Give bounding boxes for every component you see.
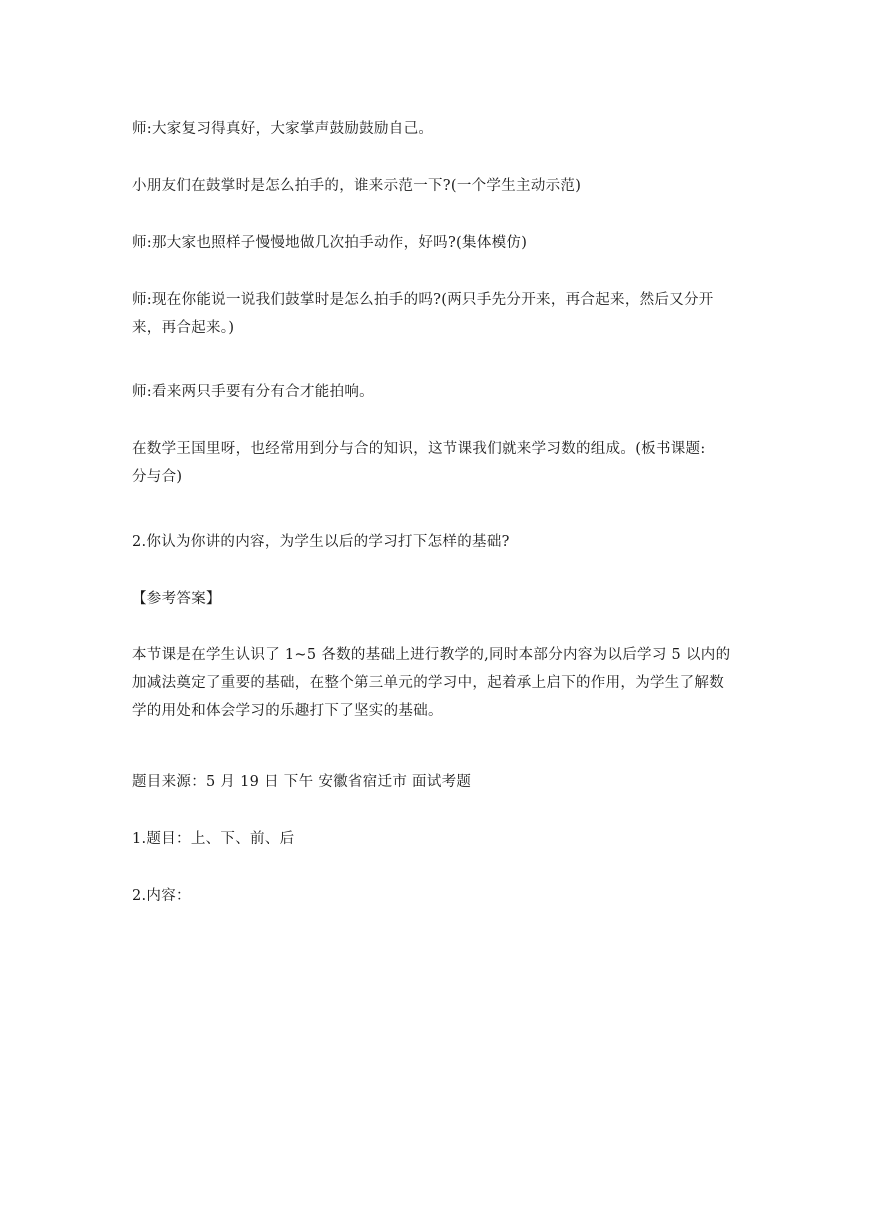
paragraph-lesson-intro <box>132 435 744 491</box>
paragraph-line: 来，再合起来。) <box>132 320 235 336</box>
reference-answer-body <box>132 641 744 725</box>
paragraph-line: 分与合) <box>132 469 183 485</box>
paragraph-line: 师:现在你能说一说我们鼓掌时是怎么拍手的吗?(两只手先分开来，再合起来，然后又分开 <box>132 292 714 308</box>
paragraph-group-imitation: 师:那大家也照样子慢慢地做几次拍手动作，好吗?(集体模仿) <box>132 235 528 251</box>
paragraph-teacher-praise: 师:大家复习得真好，大家掌声鼓励鼓励自己。 <box>132 121 434 137</box>
paragraph-line: 本节课是在学生认识了 1~5 各数的基础上进行教学的,同时本部分内容为以后学习 5 以内的 <box>132 647 731 663</box>
question-source: 题目来源：5 月 19 日 下午 安徽省宿迁市 面试考题 <box>132 774 472 790</box>
paragraph-how-to-clap <box>132 286 744 342</box>
content-heading: 2.内容： <box>132 888 191 904</box>
paragraph-line: 在数学王国里呀，也经常用到分与合的知识，这节课我们就来学习数的组成。(板书课题: <box>132 441 706 457</box>
paragraph-clap-demo-question: 小朋友们在鼓掌时是怎么拍手的，谁来示范一下?(一个学生主动示范) <box>132 178 582 194</box>
reference-answer-heading: 【参考答案】 <box>132 591 221 607</box>
topic-heading: 1.题目：上、下、前、后 <box>132 831 295 847</box>
paragraph-hands-conclusion: 师:看来两只手要有分有合才能拍响。 <box>132 384 374 400</box>
paragraph-line: 学的用处和体会学习的乐趣打下了坚实的基础。 <box>132 703 443 719</box>
paragraph-line: 加减法奠定了重要的基础，在整个第三单元的学习中，起着承上启下的作用，为学生了解数 <box>132 675 724 691</box>
question-2-heading: 2.你认为你讲的内容，为学生以后的学习打下怎样的基础? <box>132 534 510 550</box>
